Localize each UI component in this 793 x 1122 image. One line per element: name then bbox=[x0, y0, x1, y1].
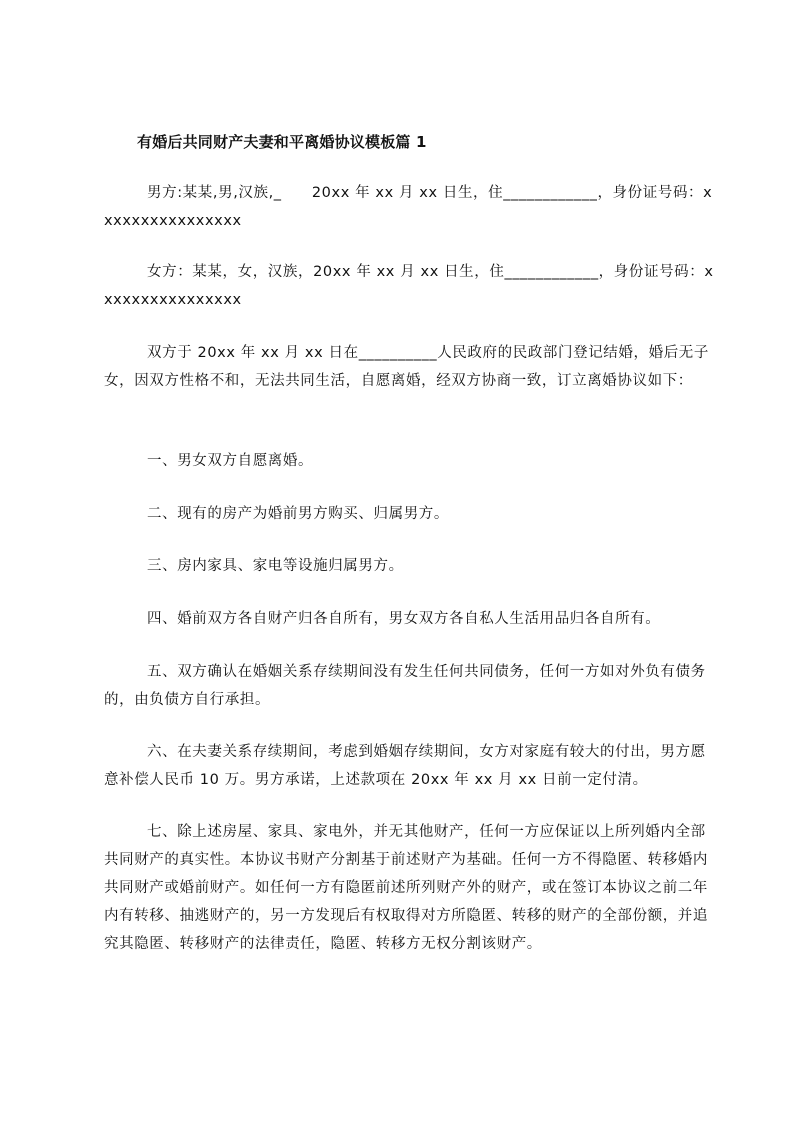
paragraph-clause-6: 六、在夫妻关系存续期间，考虑到婚姻存续期间，女方对家庭有较大的付出，男方愿意补偿人民币 10 万。男方承诺，上述款项在 20xx 年 xx 月 xx 日前一定付清。 bbox=[104, 744, 706, 788]
document-title: 有婚后共同财产夫妻和平离婚协议模板篇 1 bbox=[137, 133, 427, 151]
paragraph-husband-info: 男方:某某,男,汉族,_ 20xx 年 xx 月 xx 日生，住____________，身份证号码：xxxxxxxxxxxxxxxx bbox=[104, 185, 713, 229]
paragraph-wife-info: 女方：某某，女，汉族，20xx 年 xx 月 xx 日生，住____________，身份证号码：xxxxxxxxxxxxxxxx bbox=[104, 264, 714, 308]
paragraph-clause-4: 四、婚前双方各自财产归各自所有，男女双方各自私人生活用品归各自所有。 bbox=[147, 611, 661, 627]
paragraph-clause-3: 三、房内家具、家电等设施归属男方。 bbox=[147, 558, 404, 574]
paragraph-marriage-background: 双方于 20xx 年 xx 月 xx 日在__________人民政府的民政部门登记结婚，婚后无子女，因双方性格不和，无法共同生活，自愿离婚，经双方协商一致，订立离婚协议如下： bbox=[104, 345, 709, 389]
paragraph-clause-5: 五、双方确认在婚姻关系存续期间没有发生任何共同债务，任何一方如对外负有债务的，由负债方自行承担。 bbox=[104, 664, 706, 708]
paragraph-clause-1: 一、男女双方自愿离婚。 bbox=[147, 453, 314, 469]
paragraph-clause-2: 二、现有的房产为婚前男方购买、归属男方。 bbox=[147, 506, 449, 522]
paragraph-clause-7: 七、除上述房屋、家具、家电外，并无其他财产，任何一方应保证以上所列婚内全部共同财产的真实性。本协议书财产分割基于前述财产为基础。任何一方不得隐匿、转移婚内共同财产或婚前财产。如任何一方有隐匿前述所列财产外的财产，或在签订本协议之前二年内有转移、抽逃财产的，另一方发现后有权取得对方所隐匿、转移的财产的全部份额，并追究其隐匿、转移财产的法律责任，隐匿、转移方无权分割该财产。 bbox=[104, 824, 708, 952]
